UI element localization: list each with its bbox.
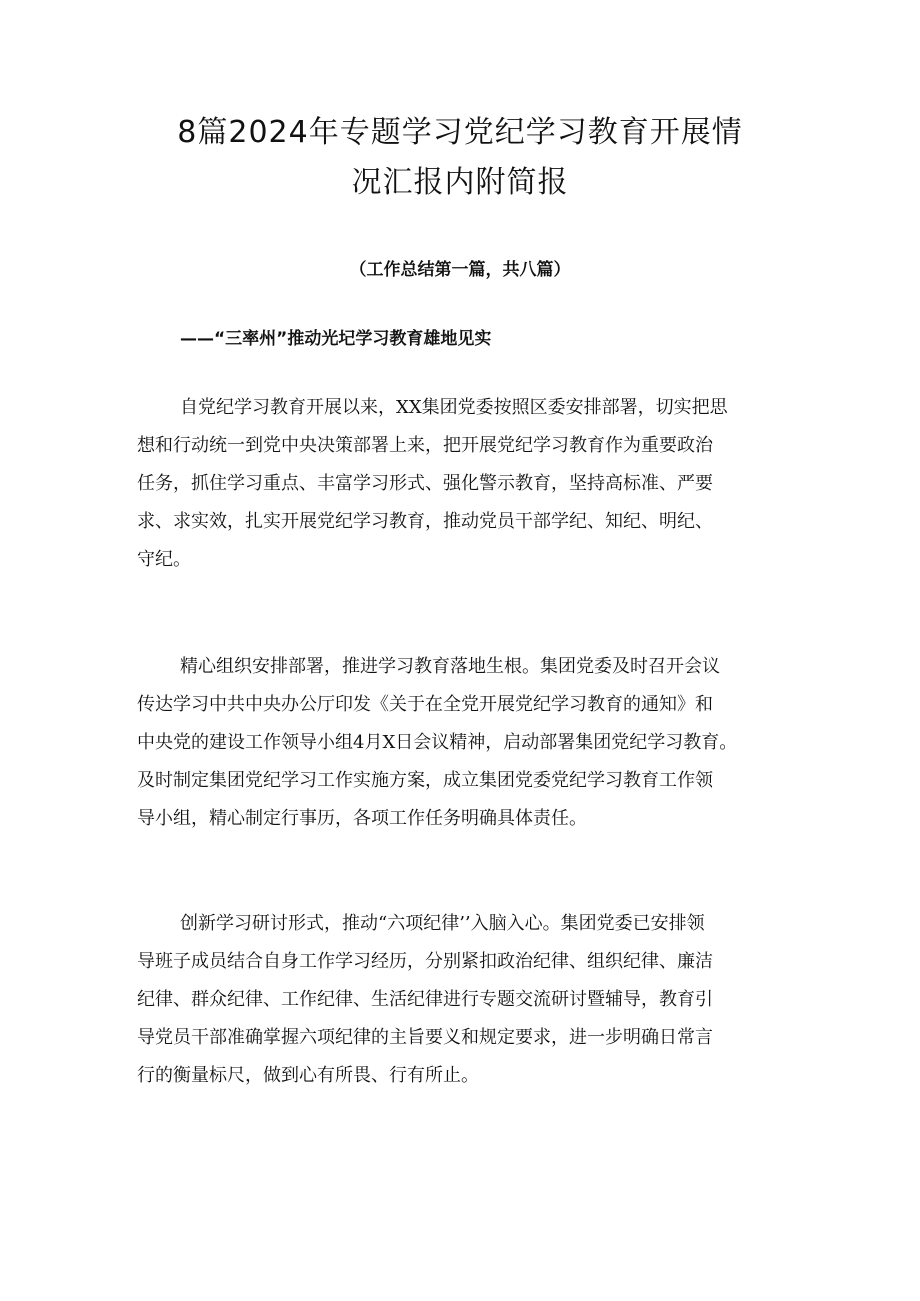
paragraph-line: 纪律、群众纪律、工作纪律、生活纪律进行专题交流研讨暨辅导，教育引 — [137, 989, 713, 1010]
paragraph-line: 任务，抓住学习重点、丰富学习形式、强化警示教育，坚持高标准、严要 — [137, 473, 713, 494]
paragraph-line: 创新学习研讨形式，推动“六项纪律’’入脑入心。集团党委已安排领 — [180, 913, 705, 934]
document-subtitle: （工作总结第一篇，共八篇） — [349, 260, 571, 280]
document-leadline: ——“三率州”推动光圮学习教育雄地见实 — [180, 329, 492, 349]
document-title-line-2: 况汇报内附简报 — [351, 165, 569, 200]
paragraph-line: 想和行动统一到党中央决策部署上来，把开展党纪学习教育作为重要政治 — [137, 435, 713, 456]
paragraph-line: 导党员干部准确掌握六项纪律的主旨要义和规定要求，进一步明确日常言 — [137, 1027, 713, 1048]
paragraph-line: 守纪。 — [137, 549, 191, 570]
paragraph-line: 求、求实效，扎实开展党纪学习教育，推动党员干部学纪、知纪、明纪、 — [137, 511, 713, 532]
paragraph-line: 导班子成员结合自身工作学习经历，分别紧扣政治纪律、组织纪律、廉洁 — [137, 951, 713, 972]
paragraph-line: 导小组，精心制定行事历，各项工作任务明确具体责任。 — [137, 808, 587, 829]
paragraph-line: 中央党的建设工作领导小组4月X日会议精神，启动部署集团党纪学习教育。 — [137, 732, 738, 753]
paragraph-2 — [137, 648, 797, 838]
paragraph-1 — [137, 389, 797, 579]
paragraph-line: 精心组织安排部署，推进学习教育落地生根。集团党委及时召开会议 — [180, 656, 720, 677]
paragraph-line: 及时制定集团党纪学习工作实施方案，成立集团党委党纪学习教育工作领 — [137, 770, 713, 791]
paragraph-line: 行的衡量标尺，做到心有所畏、行有所止。 — [137, 1065, 479, 1086]
document-title-line-1: 8篇2024年专题学习党纪学习教育开展情 — [177, 115, 743, 150]
paragraph-line: 自党纪学习教育开展以来，XX集团党委按照区委安排部署，切实把思 — [180, 397, 728, 418]
paragraph-line: 传达学习中共中央办公厅印发《关于在全党开展党纪学习教育的通知》和 — [137, 694, 713, 715]
paragraph-3 — [137, 905, 797, 1095]
